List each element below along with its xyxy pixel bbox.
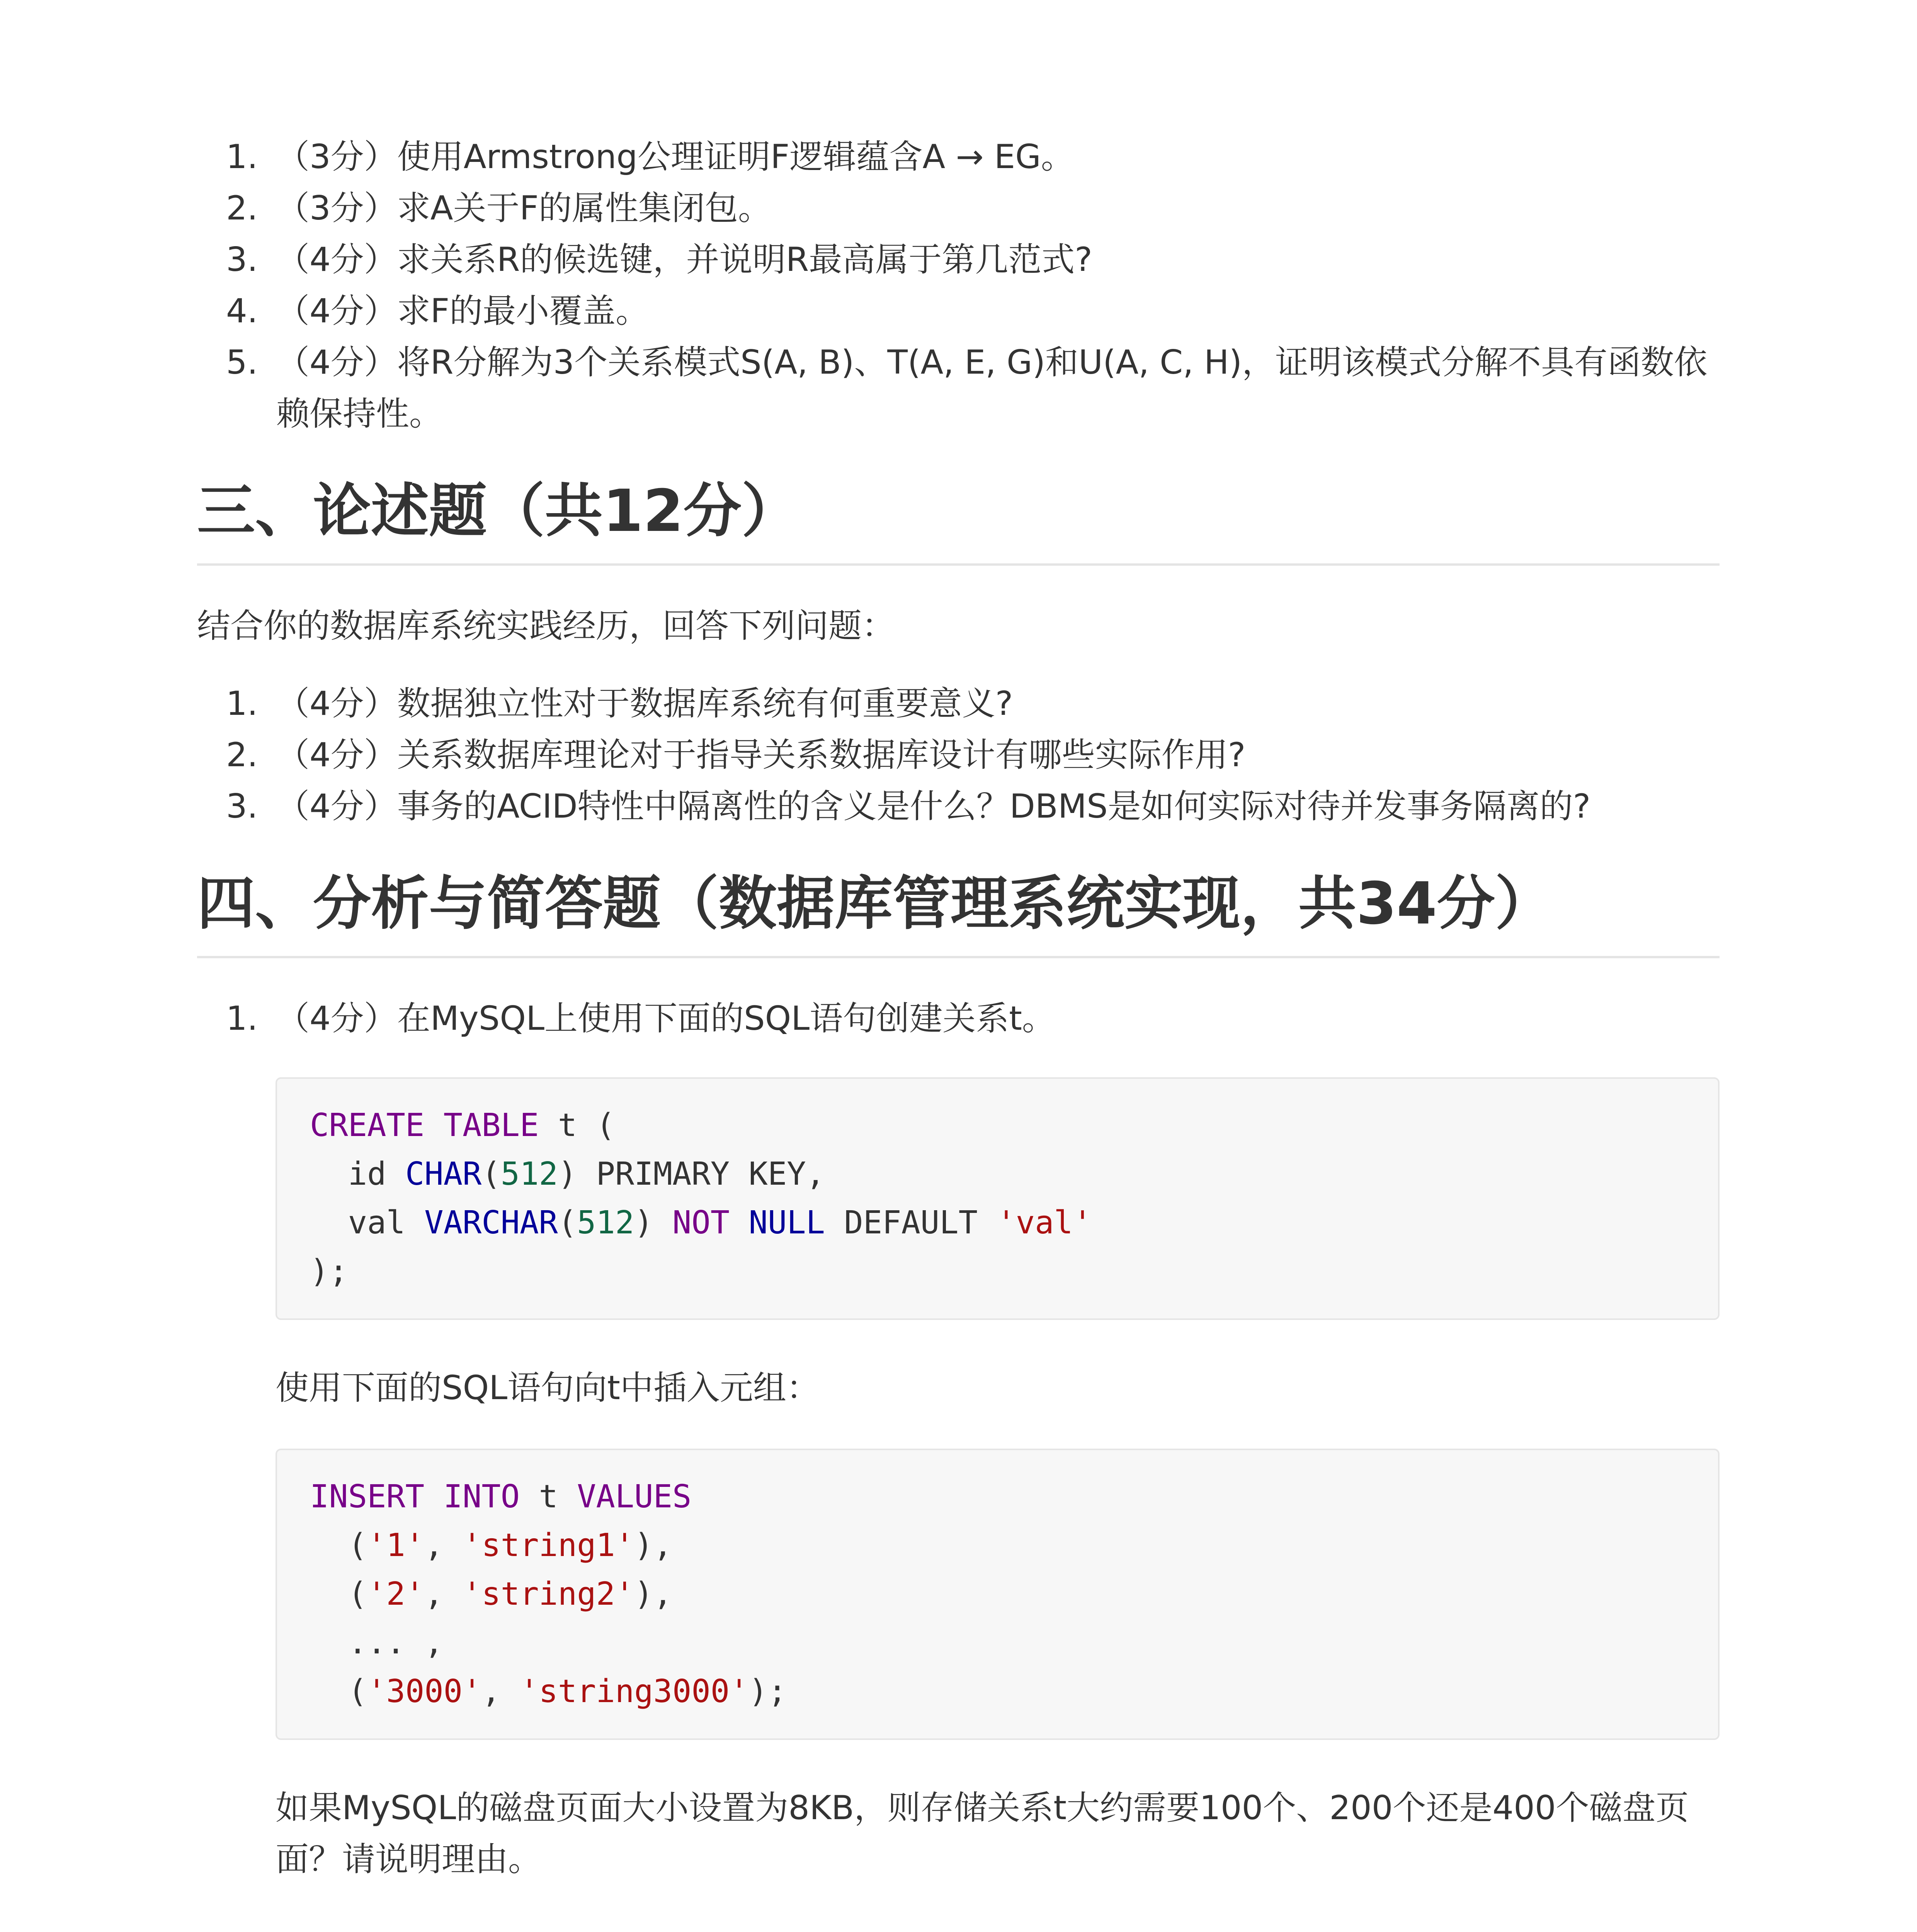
- create-table-code-block: [276, 1077, 1720, 1320]
- list-item: [197, 131, 1720, 183]
- code-string: '2': [367, 1576, 425, 1612]
- code-text: ) PRIMARY KEY,: [558, 1156, 825, 1192]
- code-text: id: [310, 1156, 405, 1192]
- code-string: 'string2': [462, 1576, 634, 1612]
- code-number: 512: [500, 1156, 558, 1192]
- section4-heading: 四、分析与简答题（数据库管理系统实现，共34分）: [197, 863, 1720, 958]
- list-item: [197, 286, 1720, 337]
- section3-intro: 结合你的数据库系统实践经历，回答下列问题：: [197, 607, 895, 645]
- code-text: );: [310, 1253, 348, 1290]
- list-number: 4.: [226, 292, 258, 330]
- code-string: 'val': [997, 1204, 1092, 1241]
- code-keyword: NOT: [672, 1204, 730, 1241]
- section4-question-list: [197, 993, 1720, 1044]
- list-text: （4分）求关系R的候选键，并说明R最高属于第几范式?: [276, 240, 1092, 279]
- code-text: (: [558, 1204, 577, 1241]
- code-type: VARCHAR: [424, 1204, 558, 1241]
- code-text: val: [310, 1204, 425, 1241]
- code-text: [730, 1204, 748, 1241]
- list-text: （4分）在MySQL上使用下面的SQL语句创建关系t。: [276, 999, 1055, 1038]
- list-number: 1.: [226, 999, 258, 1038]
- list-text: （3分）求A关于F的属性集闭包。: [276, 189, 772, 228]
- list-item: [197, 730, 1720, 781]
- list-number: 3.: [226, 787, 258, 826]
- code-string: '3000': [367, 1673, 482, 1710]
- list-number: 3.: [226, 240, 258, 279]
- code-text: );: [748, 1673, 787, 1710]
- list-text: （4分）将R分解为3个关系模式S(A, B)、T(A, E, G)和U(A, C, H)，证明该模式分解不具有函数依赖保持性。: [276, 343, 1708, 433]
- code-number: 512: [577, 1204, 634, 1241]
- list-item: [197, 781, 1720, 832]
- list-item: [197, 678, 1720, 730]
- code-text: ),: [634, 1576, 673, 1612]
- code-text: ): [634, 1204, 673, 1241]
- code-text: t (: [539, 1107, 615, 1144]
- list-item: [197, 337, 1720, 440]
- question-text: 如果MySQL的磁盘页面大小设置为8KB，则存储关系t大约需要100个、200个还是400个磁盘页面？请说明理由。: [276, 1789, 1689, 1879]
- list-text: （4分）关系数据库理论对于指导关系数据库设计有哪些实际作用?: [276, 736, 1246, 774]
- code-type: NULL: [748, 1204, 825, 1241]
- code-text: ),: [634, 1527, 673, 1564]
- code-keyword: INSERT: [310, 1478, 425, 1515]
- code-keyword: INTO: [443, 1478, 520, 1515]
- list-text: （4分）事务的ACID特性中隔离性的含义是什么？DBMS是如何实际对待并发事务隔离的?: [276, 787, 1591, 826]
- code-keyword: VALUES: [577, 1478, 692, 1515]
- code-text: ,: [424, 1576, 463, 1612]
- code-keyword: CREATE: [310, 1107, 425, 1144]
- section3-question-list: [197, 678, 1720, 832]
- list-text: （4分）求F的最小覆盖。: [276, 292, 649, 330]
- code-text: (: [310, 1673, 367, 1710]
- list-number: 1.: [226, 684, 258, 723]
- list-item: [197, 183, 1720, 234]
- code-text: (: [310, 1527, 367, 1564]
- code-type: CHAR: [405, 1156, 482, 1192]
- code-keyword: TABLE: [443, 1107, 539, 1144]
- code-string: '1': [367, 1527, 425, 1564]
- list-number: 5.: [226, 343, 258, 382]
- section3-heading: 三、论述题（共12分）: [197, 471, 1720, 566]
- list-text: （3分）使用Armstrong公理证明F逻辑蕴含A → EG。: [276, 138, 1074, 176]
- code-text: t: [520, 1478, 577, 1515]
- list-number: 2.: [226, 189, 258, 228]
- insert-code-block: [276, 1449, 1720, 1740]
- code-text: (: [481, 1156, 501, 1192]
- code-string: 'string1': [462, 1527, 634, 1564]
- list-number: 1.: [226, 138, 258, 176]
- question-body: [276, 1077, 1720, 1885]
- insert-intro: 使用下面的SQL语句向t中插入元组：: [276, 1369, 820, 1407]
- document-content: [197, 131, 1720, 1885]
- code-text: ,: [424, 1527, 463, 1564]
- code-text: DEFAULT: [825, 1204, 997, 1241]
- list-text: （4分）数据独立性对于数据库系统有何重要意义?: [276, 684, 1013, 723]
- code-text: ... ,: [310, 1624, 444, 1661]
- code-string: 'string3000': [520, 1673, 749, 1710]
- list-item: [197, 234, 1720, 286]
- code-text: (: [310, 1576, 367, 1612]
- code-text: ,: [481, 1673, 520, 1710]
- list-number: 2.: [226, 736, 258, 774]
- list-item: [197, 993, 1720, 1044]
- section2-question-list: [197, 131, 1720, 440]
